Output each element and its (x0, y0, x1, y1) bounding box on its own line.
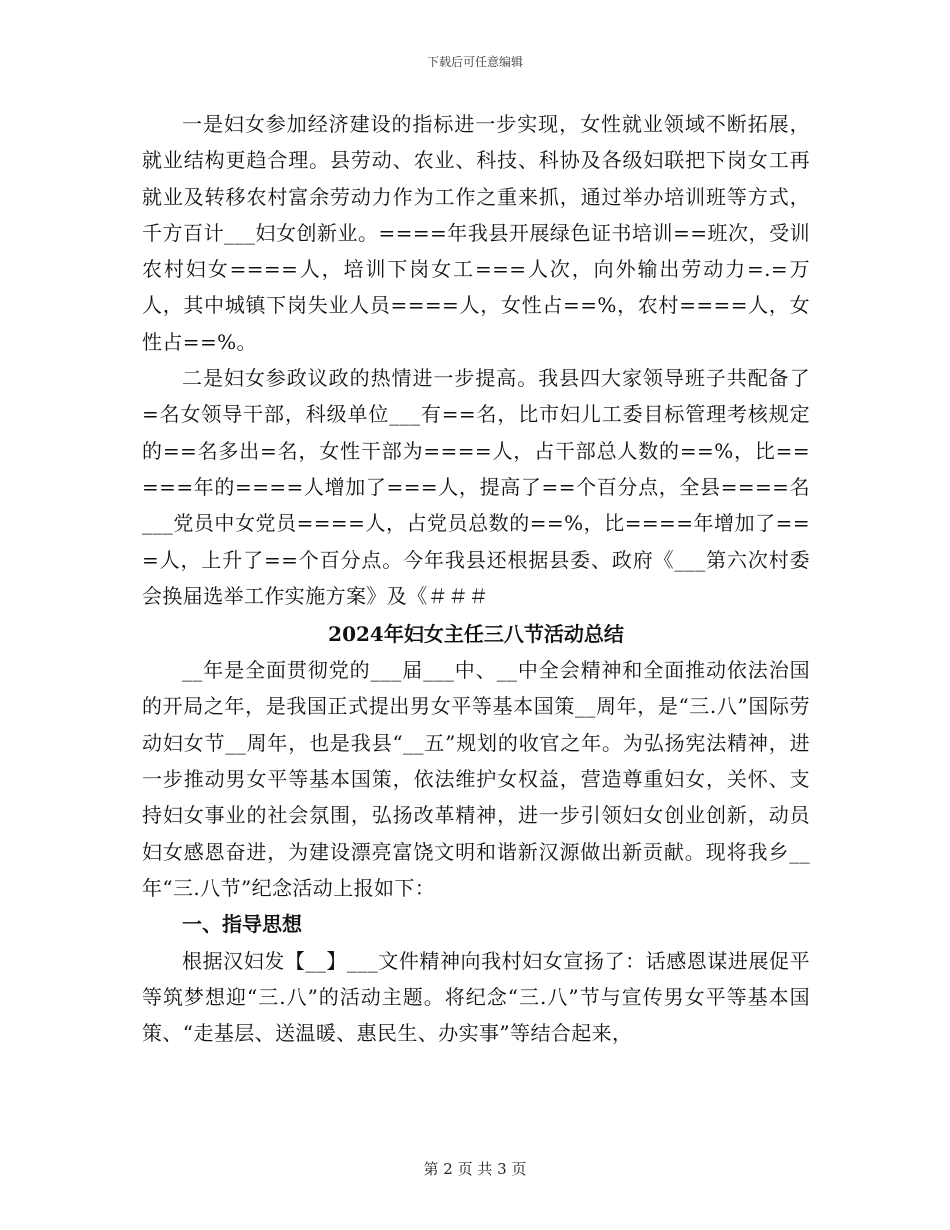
paragraph-economic-participation: 一是妇女参加经济建设的指标进一步实现，女性就业领域不断拓展，就业结构更趋合理。县劳动、农业、科技、科协及各级妇联把下岗女工再就业及转移农村富余劳动力作为工作之重来抓，通过举办培训班等方式，千方百计___妇女创新业。====年我县开展绿色证书培训==班次，受训农村妇女====人，培训下岗女工===人次，向外输出劳动力=.=万人，其中城镇下岗失业人员====人，女性占==%，农村====人，女性占==%。 (142, 112, 810, 354)
paragraph-guiding-thought: 根据汉妇发【__】___文件精神向我村妇女宣扬了：话感恩谋进展促平等筑梦想迎“三.八”的活动主题。将纪念“三.八”节与宣传男女平等基本国策、“走基层、送温暖、惠民生、办实事”等结合起来， (142, 948, 810, 1046)
page-header: 下载后可任意编辑 (426, 55, 523, 69)
document-body (142, 106, 810, 1051)
paragraph-introduction: __年是全面贯彻党的___届___中、__中全会精神和全面推动依法治国的开局之年，是我国正式提出男女平等基本国策__周年，是“三.八”国际劳动妇女节__周年，也是我县“__五”规划的收官之年。为弘扬宪法精神，进一步推动男女平等基本国策，依法维护女权益，营造尊重妇女，关怀、支持妇女事业的社会氛围，弘扬改革精神，进一步引领妇女创业创新，动员妇女感恩奋进，为建设漂亮富饶文明和谐新汉源做出新贡献。现将我乡__年“三.八节”纪念活动上报如下： (142, 658, 810, 900)
section-heading-guiding-thought: 一、指导思想 (182, 912, 302, 937)
page-number-footer: 第 2 页 共 3 页 (423, 1160, 527, 1178)
paragraph-political-participation: 二是妇女参政议政的热情进一步提高。我县四大家领导班子共配备了=名女领导干部，科级单位___有==名，比市妇儿工委目标管理考核规定的==名多出=名，女性干部为====人，占干部总人数的==%，比=====年的====人增加了===人，提高了==个百分点，全县====名___党员中女党员====人，占党员总数的==%，比====年增加了===人，上升了==个百分点。今年我县还根据县委、政府《___第六次村委会换届选举工作实施方案》及《＃＃＃ (142, 366, 810, 608)
document-title: 2024年妇女主任三八节活动总结 (328, 622, 624, 647)
